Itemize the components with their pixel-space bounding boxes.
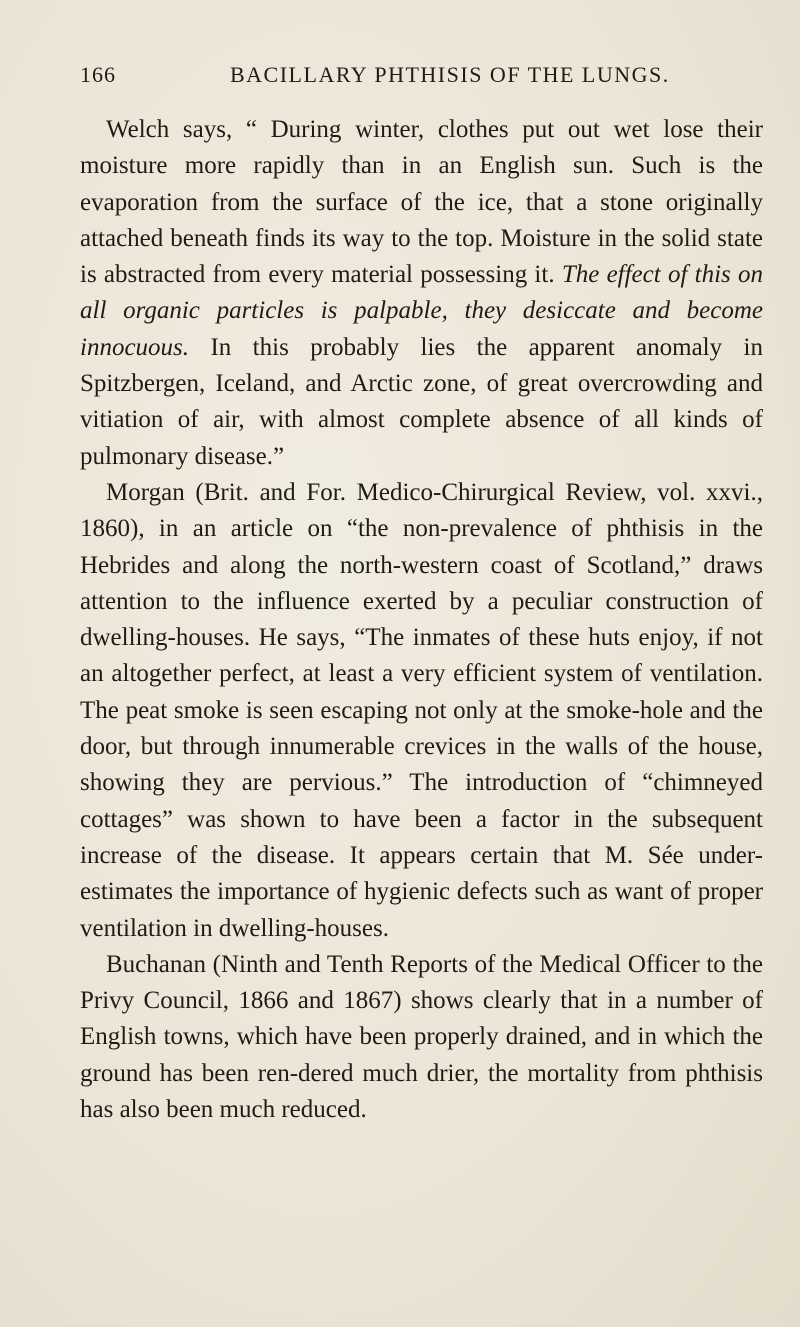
paragraph-buchanan: Buchanan (Ninth and Tenth Reports of the Medical Officer to the Privy Council, 1866 and 1867) shows clearly that in a number of English towns, which have been properly drained, and in which the ground has been ren-dered much drier, the mortality from phthisis has also been much reduced. (80, 950, 763, 1124)
paragraph-morgan: Morgan (Brit. and For. Medico-Chirurgical Review, vol. xxvi., 1860), in an article on “the non-prevalence of phthisis in the Hebrides and along the north-western coast of Scotland,” draws attention to the influence exerted by a peculiar construction of dwelling-houses. He says, “The inmates of these huts enjoy, if not an altogether perfect, at least a very efficient system of ventilation. The peat smoke is seen escaping not only at the smoke-hole and the door, but through innumerable crevices in the walls of the house, showing they are pervious.” The introduction of “chimneyed cottages” was shown to have been a factor in the subsequent increase of the disease. It appears certain that M. Sée under-estimates the importance of hygienic defects such as want of proper ventilation in dwelling-houses. (80, 478, 763, 942)
body-text (80, 112, 763, 1128)
running-head (80, 62, 760, 92)
paragraph-text: Welch says, “ During winter, clothes put out wet lose their moisture more rapidly than in an English sun. Such is the evaporation from the surface of the ice, that a stone originally attached beneath finds its way to the top. Moisture in the solid state is abstracted from every material possessing it. (80, 116, 763, 289)
italic-passage: The effect of this on all organic particles is palpable, they desiccate and become innocuous. (80, 261, 763, 361)
running-title: BACILLARY PHTHISIS OF THE LUNGS. (230, 62, 670, 87)
paragraph-welch-quote (80, 112, 763, 475)
page-number: 166 (80, 62, 116, 87)
paragraph-text: In this probably lies the apparent anomaly in Spitzbergen, Iceland, and Arctic zone, of great overcrowding and vitiation of air, with almost complete absence of all kinds of pulmonary disease.” (80, 333, 763, 470)
